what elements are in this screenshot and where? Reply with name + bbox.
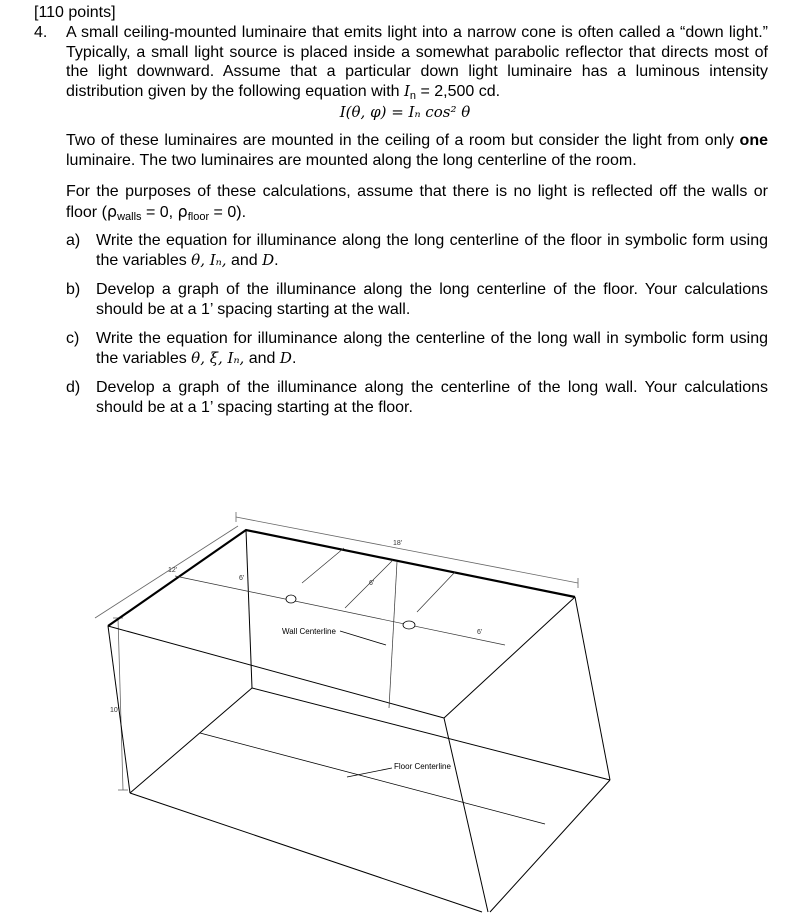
- item-vars: θ, ξ, Iₙ,: [191, 348, 245, 367]
- p2-text-a: Two of these luminaires are mounted in the ceiling of a room but consider the light from only: [66, 132, 740, 149]
- room-ceiling: [108, 530, 575, 626]
- p3-text-b: = 0).: [209, 203, 247, 221]
- p2-bold: one: [739, 132, 768, 149]
- rho-walls-sub: walls: [117, 210, 142, 223]
- dim-length-label: 18': [393, 540, 403, 547]
- intensity-equation: I(θ, φ) = Iₙ cos² θ: [339, 103, 471, 121]
- dim-6-left: 6': [239, 575, 245, 582]
- item-var-end: D: [279, 348, 292, 367]
- rho-floor-sub: floor: [187, 210, 210, 223]
- dim-height-label: 10': [110, 707, 120, 714]
- item-label: d): [66, 379, 81, 396]
- item-text-a: Write the equation for illuminance along the long centerline of the floor in symbolic form using the variables: [96, 232, 768, 269]
- intro-text-a: A small ceiling-mounted luminaire that emits light into a narrow cone is often called a “down light.” Typically, a small light source is placed inside a somewhat parabolic reflector that directs most of the light downward. Assume that a particular down light luminaire has a luminous intensity distribution given by the following equation with: [66, 24, 768, 100]
- luminaire-2: [403, 621, 415, 629]
- item-label: c): [66, 330, 80, 347]
- item-vars: θ, Iₙ,: [191, 250, 227, 269]
- item-text-c: .: [291, 349, 297, 367]
- dim-length: [236, 512, 578, 588]
- floor-centerline: [200, 733, 545, 824]
- intro-var-sub: n: [409, 89, 417, 102]
- floor-centerline-label: Floor Centerline: [394, 762, 451, 771]
- item-text: Develop a graph of the illuminance along the centerline of the long wall. Your calculations should be at a 1’ spacing starting at the floor.: [96, 379, 768, 416]
- item-label: a): [66, 232, 81, 249]
- item-text-a: Write the equation for illuminance along the centerline of the long wall in symbolic form using the variables: [96, 330, 768, 367]
- dim-6-right: 6': [477, 629, 483, 636]
- item-label: b): [66, 281, 81, 298]
- item-text-c: .: [274, 251, 279, 269]
- p3-mid: = 0,: [141, 203, 178, 221]
- dim-6-mid: 6': [369, 580, 375, 587]
- wall-centerline-leader: [340, 631, 386, 645]
- item-text-b: and: [244, 349, 280, 367]
- wall-centerline-label: Wall Centerline: [282, 627, 336, 636]
- p3-text-a: For the purposes of these calculations, assume that there is no light is reflected off the walls or floor (: [66, 183, 768, 221]
- intro-text-b: = 2,500 cd.: [416, 82, 501, 100]
- floor-centerline-leader: [347, 768, 392, 777]
- p2-text-b: luminaire. The two luminaires are mounted along the long centerline of the room.: [66, 151, 637, 169]
- dim-width: [95, 526, 238, 618]
- item-text-b: and: [226, 251, 263, 269]
- points-label: [110 points]: [34, 4, 116, 21]
- rho-walls: ρ: [106, 201, 118, 221]
- dim-width-label: 12': [168, 567, 178, 574]
- question-number: 4.: [34, 24, 48, 41]
- room-edges: [108, 530, 610, 912]
- rho-floor: ρ: [177, 201, 188, 221]
- item-text: Develop a graph of the illuminance along the long centerline of the floor. Your calculations should be at a 1’ spacing starting at the wall.: [96, 281, 768, 318]
- luminaire-1: [286, 595, 296, 603]
- intro-var: I: [403, 81, 410, 100]
- item-var-end: D: [262, 250, 275, 269]
